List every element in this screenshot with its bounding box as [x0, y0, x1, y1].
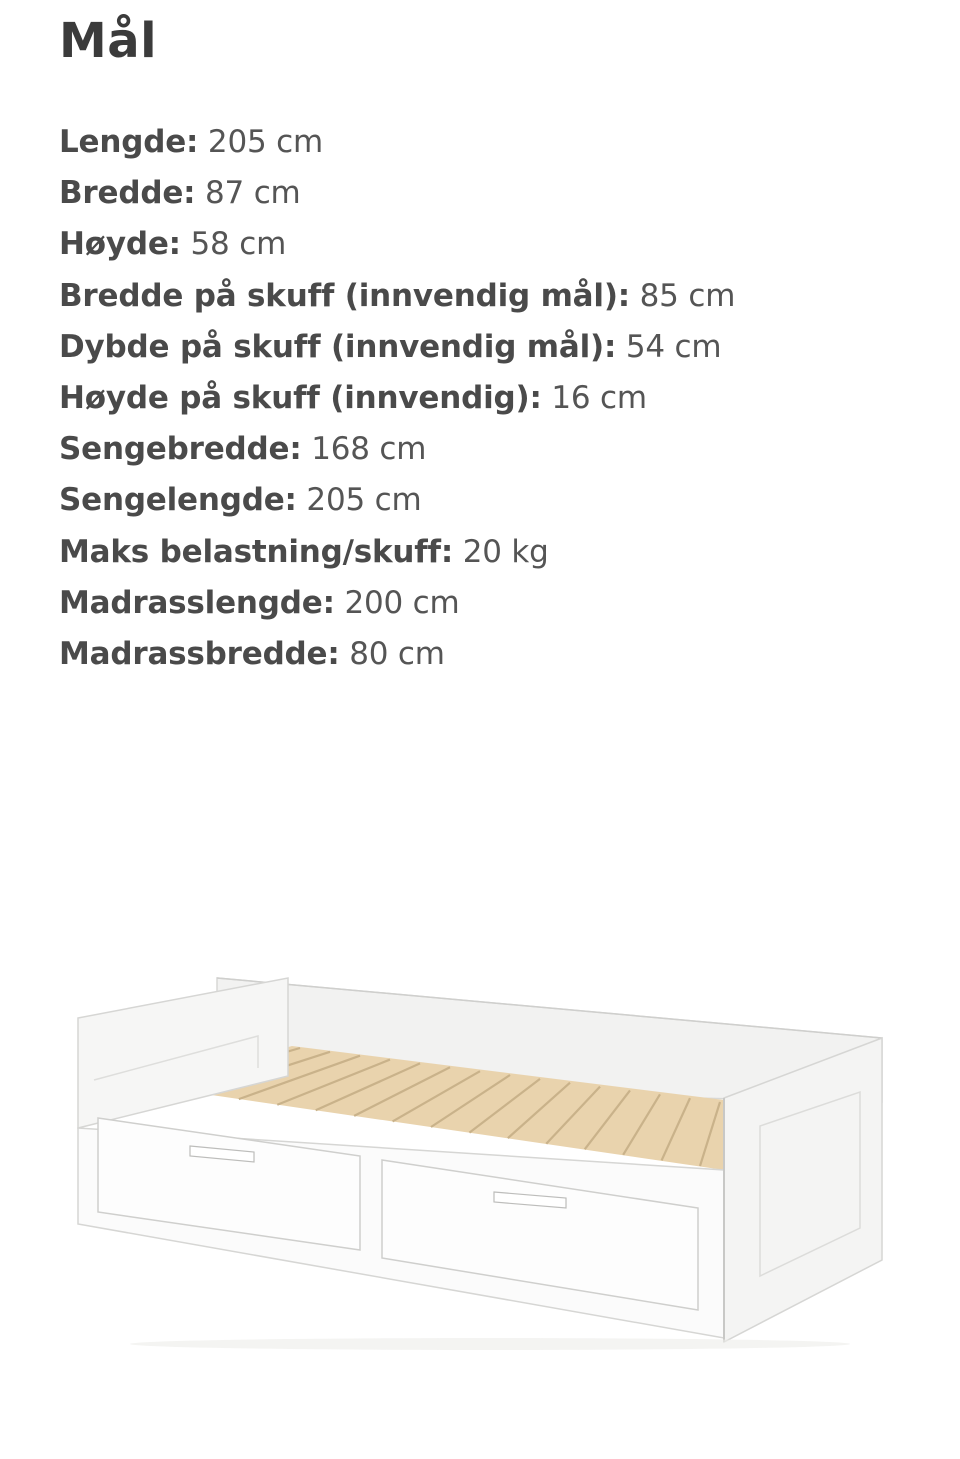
dimension-row-length: [59, 117, 735, 168]
dimensions-list: [59, 117, 735, 680]
dimension-value: 168 cm: [311, 431, 427, 468]
dimension-value: 205 cm: [306, 482, 422, 519]
dimension-row-drawer-width: [59, 271, 735, 322]
dimension-label: Bredde:: [59, 175, 196, 212]
dimension-value: 16 cm: [551, 380, 647, 417]
dimension-label: Maks belastning/skuff:: [59, 533, 454, 570]
dimension-row-bed-width: [59, 424, 735, 475]
dimension-row-height: [59, 219, 735, 270]
dimension-value: 87 cm: [205, 175, 301, 212]
dimension-label: Madrassbredde:: [59, 636, 340, 673]
dimension-value: 54 cm: [625, 328, 722, 365]
dimension-label: Sengelengde:: [59, 482, 297, 519]
dimension-row-width: [59, 168, 735, 219]
dimension-label: Høyde på skuff (innvendig):: [59, 380, 542, 417]
dimension-label: Dybde på skuff (innvendig mål):: [59, 328, 617, 365]
dimension-row-drawer-depth: [59, 322, 735, 373]
dimension-label: Bredde på skuff (innvendig mål):: [59, 277, 630, 314]
dimension-value: 205 cm: [207, 124, 323, 160]
dimension-value: 80 cm: [349, 636, 445, 673]
dimension-row-mattress-length: [59, 578, 735, 629]
dimension-row-mattress-width: [59, 629, 735, 680]
page-title: Mål: [59, 13, 158, 69]
dimension-label: Lengde:: [59, 124, 199, 160]
dimension-label: Madrasslengde:: [59, 584, 335, 621]
daybed-product-image: [70, 960, 900, 1360]
dimension-value: 200 cm: [344, 584, 460, 621]
dimension-row-drawer-height: [59, 373, 735, 424]
bed-left-end-panel: [78, 978, 288, 1128]
dimension-value: 58 cm: [190, 226, 287, 263]
dimension-value: 20 kg: [462, 533, 549, 570]
dimension-row-bed-length: [59, 475, 735, 526]
dimension-label: Sengebredde:: [59, 431, 302, 468]
dimension-row-max-load: [59, 527, 735, 578]
dimension-value: 85 cm: [639, 277, 736, 314]
dimension-label: Høyde:: [59, 226, 181, 263]
